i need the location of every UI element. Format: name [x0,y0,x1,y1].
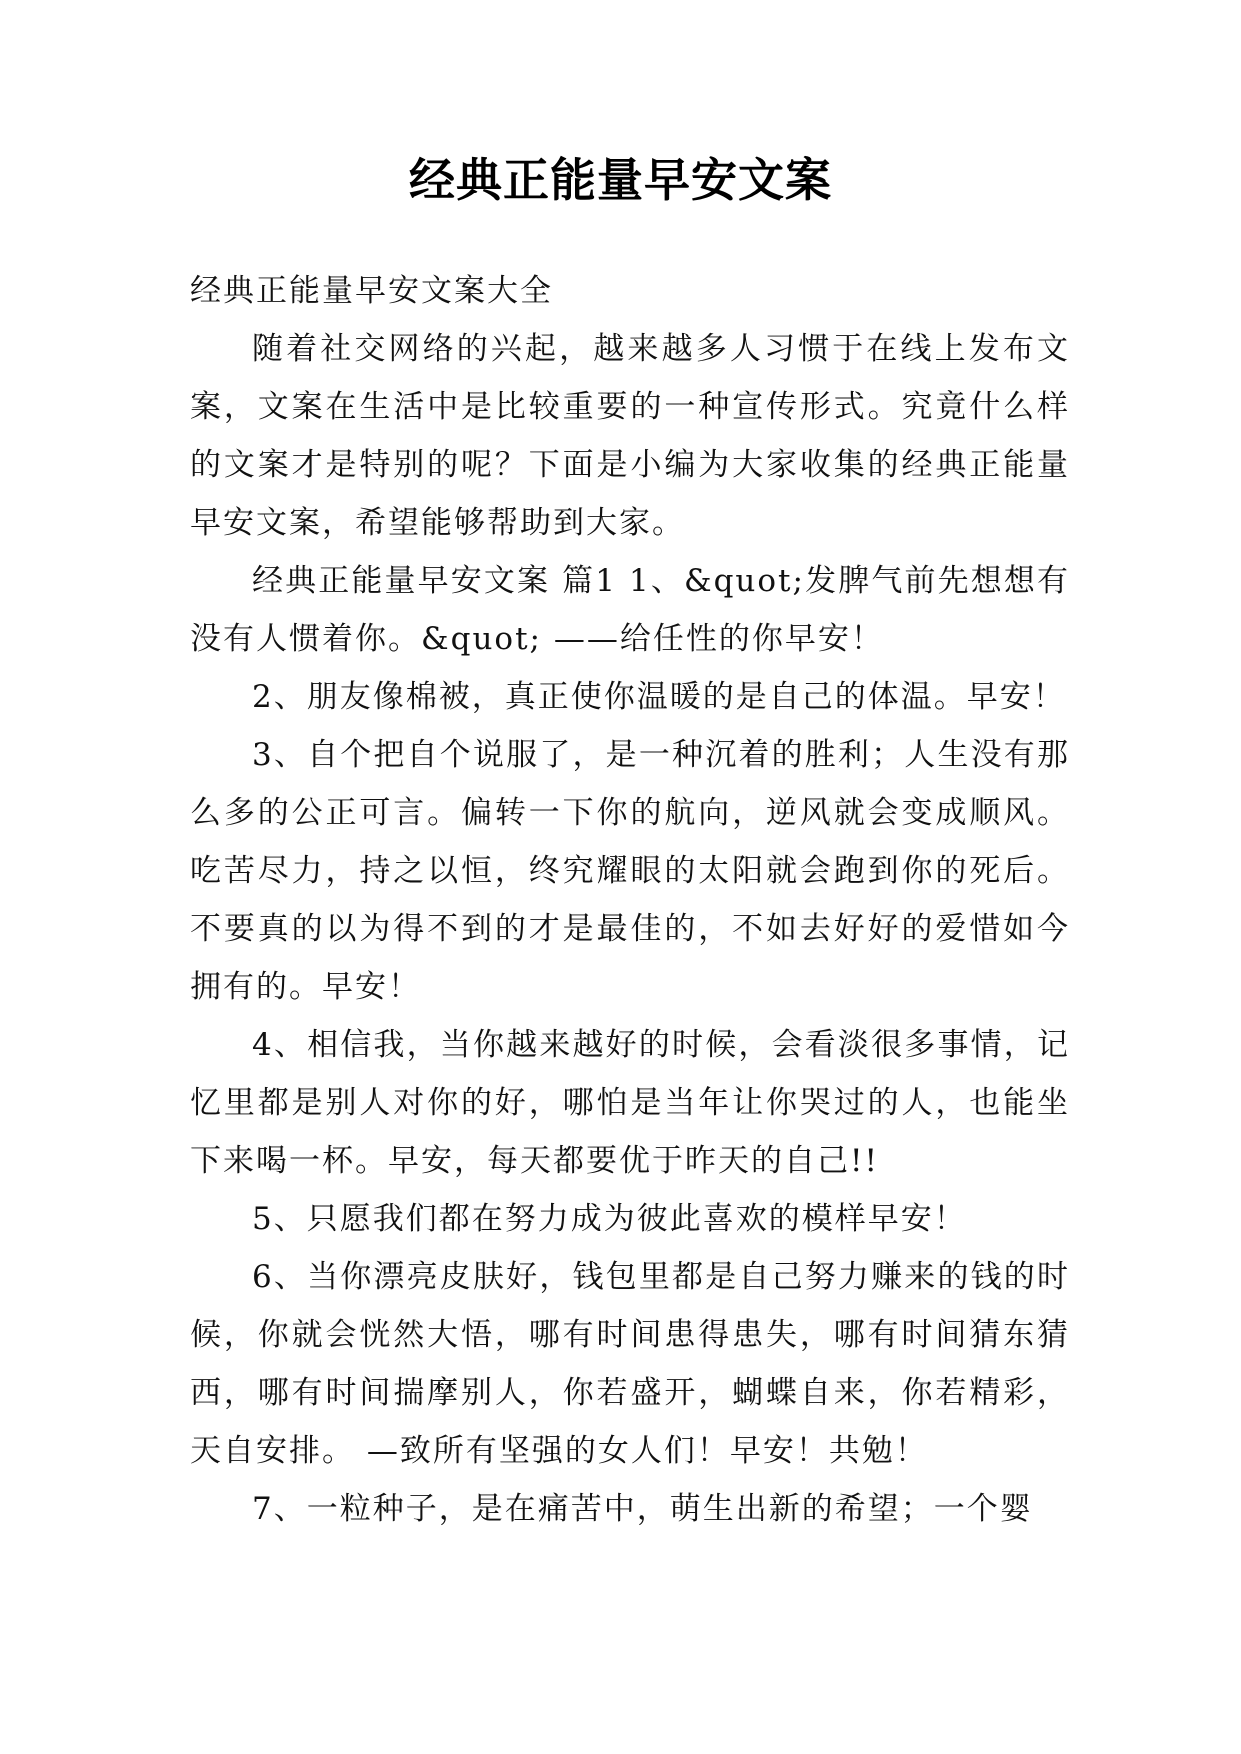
paragraph-item-1: 经典正能量早安文案 篇1 1、&quot;发脾气前先想想有没有人惯着你。&quot; ——给任性的你早安！ [190,563,1070,657]
document-subtitle: 经典正能量早安文案大全 [190,273,553,309]
paragraph-intro: 随着社交网络的兴起，越来越多人习惯于在线上发布文案，文案在生活中是比较重要的一种宣传形式。究竟什么样的文案才是特别的呢？下面是小编为大家收集的经典正能量早安文案，希望能够帮助到大家。 [190,331,1070,541]
page-title: 经典正能量早安文案 [409,153,832,207]
paragraph-item-5: 5、只愿我们都在努力成为彼此喜欢的模样早安！ [252,1201,967,1237]
paragraph-item-2: 2、朋友像棉被，真正使你温暖的是自己的体温。早安！ [252,679,1066,715]
document-body [190,262,1070,1538]
paragraph-item-6: 6、当你漂亮皮肤好，钱包里都是自己努力赚来的钱的时候，你就会恍然大悟，哪有时间患得患失，哪有时间猜东猜西，哪有时间揣摩别人，你若盛开，蝴蝶自来，你若精彩，天自安排。 —致所有坚强的女人们！早安！共勉！ [190,1259,1070,1469]
paragraph-item-4: 4、相信我，当你越来越好的时候，会看淡很多事情，记忆里都是别人对你的好，哪怕是当年让你哭过的人，也能坐下来喝一杯。早安，每天都要优于昨天的自己!! [190,1027,1070,1179]
paragraph-item-7: 7、一粒种子，是在痛苦中，萌生出新的希望；一个婴 [252,1491,1033,1527]
paragraph-item-3: 3、自个把自个说服了，是一种沉着的胜利；人生没有那么多的公正可言。偏转一下你的航向，逆风就会变成顺风。吃苦尽力，持之以恒，终究耀眼的太阳就会跑到你的死后。不要真的以为得不到的才是最佳的，不如去好好的爱惜如今拥有的。早安！ [190,737,1070,1005]
